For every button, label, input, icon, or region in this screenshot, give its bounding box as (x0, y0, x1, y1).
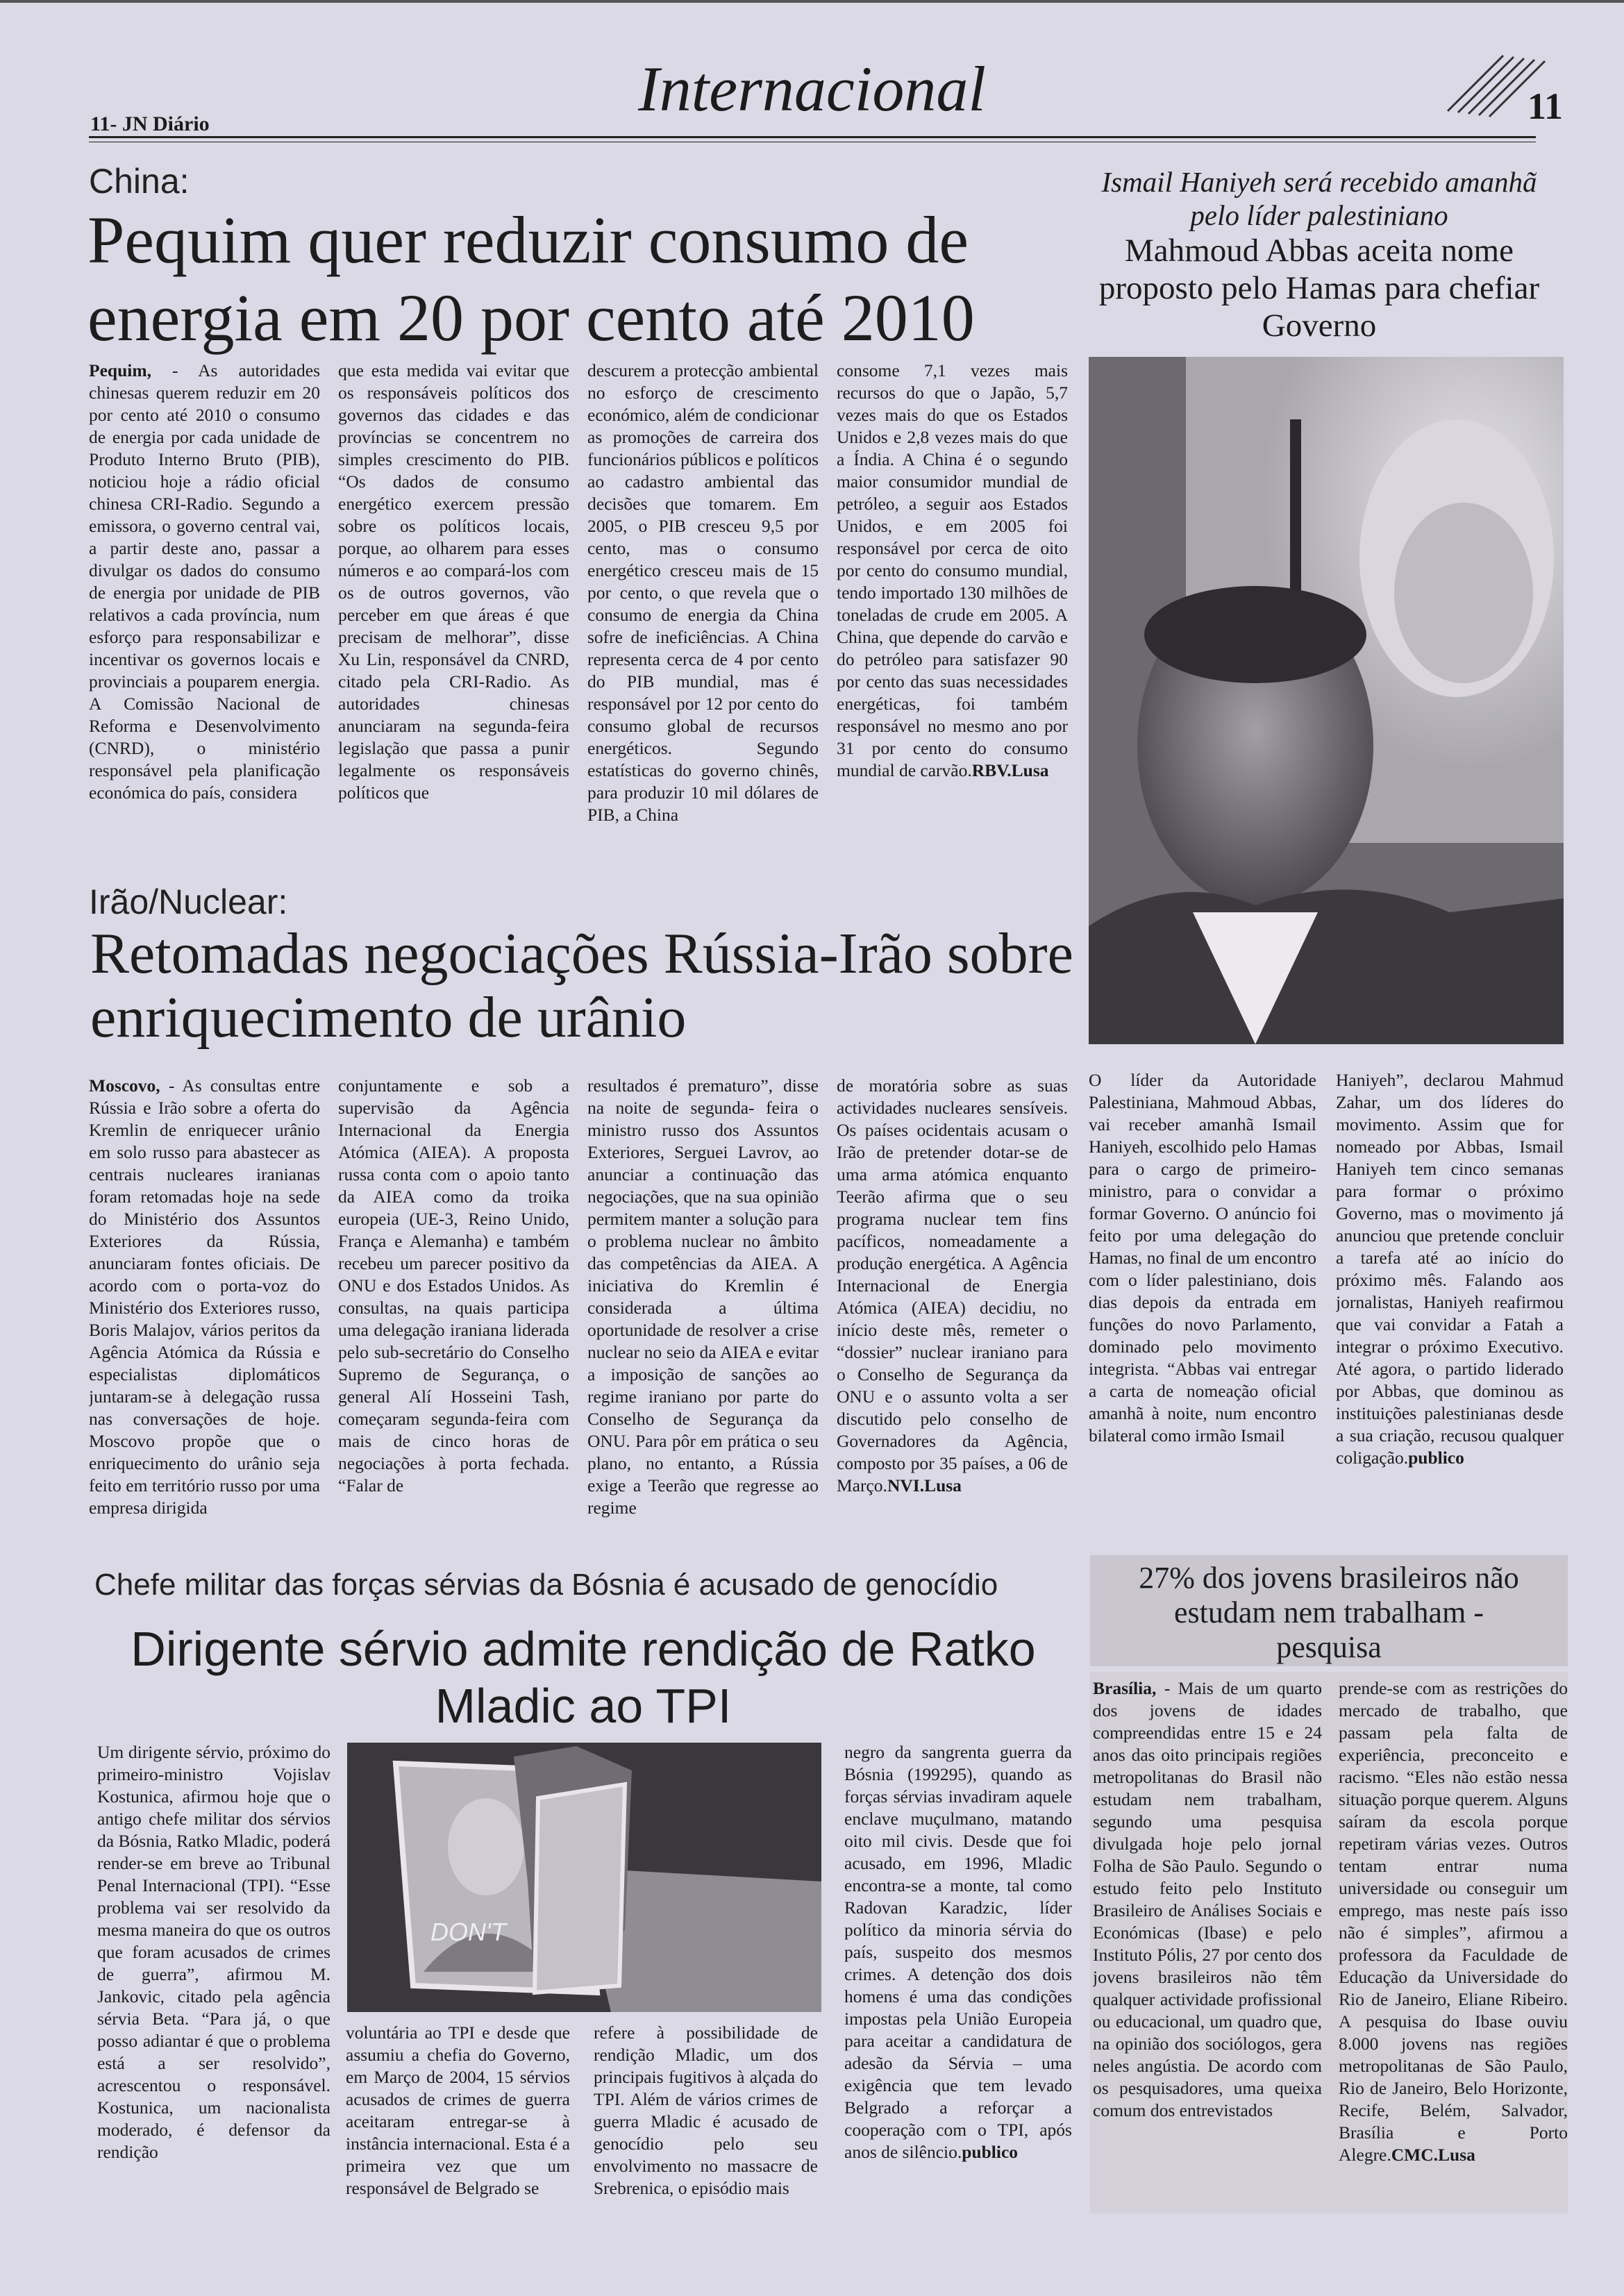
haniyeh-photo (1089, 357, 1564, 1044)
sidebar-column-1 (1089, 1069, 1316, 1555)
article3-text-4: negro da sangrenta guerra da Bósnia (199295), quando as forças sérvias invadiram aquele enclave muçulmano, matando oito mil civis. Desde que foi acusado, em 1996, Mladic encontra-se a monte, tal como Radovan Karadzic, líder político da minoria sérvia do país, suspeito dos mesmos crimes. A detenção dos dois homens é uma das condições impostas pela União Europeia para aceitar a candidatura de adesão da Sérvia – uma exigência que tem levado Belgrado a reforçar a cooperação com o TPI, após anos de silêncio. (844, 1742, 1072, 2162)
sidebar-kicker: Ismail Haniyeh será recebido amanhã pelo líder palestiniano (1101, 166, 1537, 231)
article2-dateline: Moscovo, (89, 1075, 169, 1096)
section-title: Internacional (638, 53, 986, 124)
article1-column-4 (837, 360, 1068, 873)
article3-column-1 (97, 1741, 330, 2220)
article1-text-2: que esta medida vai evitar que os responsáveis políticos dos governos das cidades e das províncias se concentrem no simples crescimento do PIB. “Os dados de consumo energético exercem pressão sobre os políticos locais, porque, ao olharem para esses números e ao compará-los com os de outros governos, vão perceber em que áreas é que precisam de melhorar”, disse Xu Lin, responsável da CNRD, citado pela CRI-Radio. As autoridades chinesas anunciaram na segunda-feira legislação que passa a punir legalmente os responsáveis políticos que (338, 360, 569, 803)
article3-signature: publico (962, 2142, 1019, 2162)
article3-right-column (844, 1741, 1072, 2220)
article4-body (1093, 1677, 1568, 2212)
sidebar-text-2: Haniyeh”, declarou Mahmud Zahar, um dos líderes do movimento. Assim que for nomeado por Abbas, Ismail Haniyeh tem cinco semanas para formar o próximo Governo, mas o movimento já anunciou que pretende concluir a tarefa até ao início do próximo mês. Falando aos jornalistas, Haniyeh reafirmou que vai convidar a Fatah a integrar o próximo Executivo. Até agora, o partido liderado por Abbas, que dominou as instituições palestinianas desde a sua criação, recusou qualquer coligação. (1336, 1070, 1564, 1468)
article1-body (89, 360, 1068, 873)
paper-name: 11- JN Diário (90, 112, 210, 135)
article2-column-4 (837, 1075, 1068, 1561)
mladic-photo (347, 1743, 821, 2012)
sidebar-headline: Mahmoud Abbas aceita nome proposto pelo Hamas para chefiar Governo (1098, 233, 1540, 344)
article3-left-column (97, 1741, 330, 2220)
article3-column-4 (844, 1741, 1072, 2220)
article3-column-3 (594, 2022, 818, 2223)
article4-text-2: prende-se com as restrições do mercado de trabalho, que passam pela falta de experiência, preconceito e racismo. “Eles não estão nessa situação porque querem. Alguns saíram da escola porque repetiram várias vezes. Outros tentam entrar numa universidade ou conseguir um emprego, mas neste país isso não é simples”, afirmou a professora da Faculdade de Educação da Universidade do Rio de Janeiro, Eliane Ribeiro. A pesquisa do Ibase ouviu 8.000 jovens nas regiões metropolitanas de São Paulo, Rio de Janeiro, Belo Horizonte, Recife, Belém, Salvador, Brasília e Porto Alegre. (1339, 1678, 1568, 2165)
article1-signature: RBV.Lusa (971, 760, 1049, 780)
haniyeh-photo-image (1089, 357, 1564, 1044)
article1-column-2 (338, 360, 569, 873)
sidebar-text-1: O líder da Autoridade Palestiniana, Mahmoud Abbas, vai receber amanhã Ismail Haniyeh, escolhido pelo Hamas para o cargo de primeiro-ministro, para o convidar a formar Governo. O anúncio foi feito por uma delegação do Hamas, no final de um encontro com o líder palestiniano, dois dias depois da entrada em funções do novo Parlamento, dominado pelo movimento integrista. “Abbas vai entregar a carta de nomeação oficial amanhã à noite, num encontro bilateral como irmão Ismail (1089, 1070, 1316, 1446)
article2-signature: NVI.Lusa (887, 1475, 962, 1495)
sidebar-body (1089, 1069, 1564, 1555)
article3-text-3: refere à possibilidade de rendição Mladic, um dos principais fugitivos à alçada do TPI. Além de vários crimes de guerra Mladic é acusado de genocídio pelo seu envolvimento no massacre de Srebrenica, o episódio mais (594, 2022, 818, 2198)
top-rule (0, 0, 1624, 3)
article3-column-2 (346, 2022, 570, 2223)
article4-signature: CMC.Lusa (1391, 2145, 1475, 2165)
article1-text-4: consome 7,1 vezes mais recursos do que o Japão, 5,7 vezes mais do que os Estados Unidos e 2,8 vezes mais do que a Índia. A China é o segundo maior consumidor mundial de petróleo, a seguir aos Estados Unidos, e em 2005 foi responsável por cerca de oito por cento do consumo mundial, tendo importado 130 milhões de toneladas de crude em 2005. A China, que depende do carvão e do petróleo para satisfazer 90 por cento das suas necessidades energéticas, foi também responsável no mesmo ano por 31 por cento do consumo mundial de carvão. (837, 360, 1068, 780)
header-rule (89, 136, 1536, 138)
article2-kicker: Irão/Nuclear: (89, 882, 288, 921)
article4-dateline: Brasília, (1093, 1678, 1164, 1698)
article1-text-3: descurem a protecção ambiental no esforço de crescimento económico, além de condicionar as promoções de carreira dos funcionários públicos e políticos ao cadastro ambiental das decisões que tomarem. Em 2005, o PIB cresceu 9,5 por cento, mas o consumo energético cresceu mais de 15 por cento, o que revela que o consumo de energia da China sofre de ineficiências. A China representa cerca de 4 por cento do PIB mundial, mas é responsável por 12 por cento do consumo global de recursos energéticos. Segundo estatísticas do governo chinês, para produzir 10 mil dólares de PIB, a China (587, 360, 819, 825)
photo-caption-text: DON'T (430, 1918, 506, 1946)
article3-text-1: Um dirigente sérvio, próximo do primeiro-ministro Vojislav Kostunica, afirmou hoje que o antigo chefe militar dos sérvios da Bósnia, Ratko Mladic, poderá render-se em breve ao Tribunal Penal Internacional (TPI). “Esse problema vai ser resolvido da mesma maneira do que os outros que foram acusados de crimes de guerra”, afirmou M. Jankovic, citado pela agência sérvia Beta. “Para já, o que posso adiantar é que o problema está a ser resolvido”, acrescentou o responsável. Kostunica, um nacionalista moderado, é defensor da rendição (97, 1742, 330, 2162)
article2-column-1 (89, 1075, 320, 1561)
article2-column-3 (587, 1075, 819, 1561)
brazil-headline-box (1090, 1555, 1568, 1666)
sidebar-signature: publico (1408, 1448, 1464, 1468)
page-number: 11 (1527, 85, 1564, 127)
article2-headline: Retomadas negociações Rússia-Irão sobre enriquecimento de urânio (90, 921, 1073, 1050)
article2-text-4: de moratória sobre as suas actividades nucleares sensíveis. Os países ocidentais acusam o Irão de pretender dotar-se de uma arma atómica enquanto Teerão afirma que o seu programa nuclear tem fins pacíficos, nomeadamente a produção energética. A Agência Internacional de Energia Atómica (AIEA) decidiu, no início deste mês, remeter o “dossier” nuclear iraniano para o Conselho de Segurança da ONU e o assunto volta a ser discutido pelo conselho de Governadores da Agência, composto por 35 países, a 06 de Março. (837, 1075, 1068, 1495)
article2-column-2 (338, 1075, 569, 1561)
sidebar-column-2 (1336, 1069, 1564, 1555)
article2-text-2: conjuntamente e sob a supervisão da Agência Internacional da Energia Atómica (AIEA). A proposta russa conta com o apoio tanto da AIEA como da troika europeia (UE-3, Reino Unido, França e Alemanha) e também recebeu um parecer positivo da ONU e dos Estados Unidos. As consultas, na quais participa uma delegação iraniana liderada pelo sub-secretário do Conselho Supremo de Segurança, o general Alí Hosseini Tash, começaram segunda-feira com mais de cinco horas de negociações à porta fechada. “Falar de (338, 1075, 569, 1495)
article4-text-1: - Mais de um quarto dos jovens de idades compreendidas entre 15 e 24 anos das oito principais regiões metropolitanas do Brasil não estudam nem trabalham, segundo uma pesquisa divulgada hoje pelo jornal Folha de São Paulo. Segundo o estudo feito pelo Instituto Brasileiro de Análises Sociais e Económicas (Ibase) e pelo Instituto Pólis, 27 por cento dos jovens brasileiros não têm qualquer actividade profissional ou educacional, um quadro que, na opinião dos sociólogos, gera neles angústia. De acordo com os pesquisadores, uma queixa comum dos entrevistados (1093, 1678, 1322, 2120)
article1-column-1 (89, 360, 320, 873)
article1-column-3 (587, 360, 819, 873)
article3-kicker: Chefe militar das forças sérvias da Bósnia é acusado de genocídio (94, 1568, 998, 1602)
article3-headline: Dirigente sérvio admite rendição de Ratko Mladic ao TPI (131, 1622, 1036, 1733)
article2-text-3: resultados é prematuro”, disse na noite de segunda- feira o ministro russo dos Assuntos Exteriores, Serguei Lavrov, ao anunciar a continuação das negociações, que na sua opinião permitem manter a solução para o problema nuclear no âmbito das competências da AIEA. A iniciativa do Kremlin é considerada a última oportunidade de resolver a crise nuclear no seio da AIEA e evitar a imposição de sanções ao regime iraniano por parte do Conselho de Segurança da ONU. Para pôr em prática o seu plano, no entanto, a Rússia exige a Teerão que regresse ao regime (587, 1075, 819, 1518)
mladic-photo-image (347, 1743, 821, 2012)
article4-column-1 (1093, 1677, 1322, 2212)
article1-text-1: - As autoridades chinesas querem reduzir em 20 por cento até 2010 o consumo de energia por cada unidade de Produto Interno Bruto (PIB), noticiou hoje a rádio oficial chinesa CRI-Radio. Segundo a emissora, o governo central vai, a partir deste ano, passar a divulgar os dados do consumo de energia por unidade de PIB relativos a cada província, num esforço para responsabilizar e incentivar os governos locais e provinciais a pouparem energia. A Comissão Nacional de Reforma e Desenvolvimento (CNRD), o ministério responsável pela planificação económica do país, considera (89, 360, 320, 803)
article2-text-1: - As consultas entre Rússia e Irão sobre a oferta do Kremlin de enriquecer urânio em solo russo para abastecer as centrais nucleares iranianas foram retomadas hoje na sede do Ministério dos Assuntos Exteriores da Rússia, anunciaram fontes oficiais. De acordo com o porta-voz do Ministério dos Exteriores russo, Boris Malajov, vários peritos da Agência Atómica da Rússia e especialistas diplomáticos juntaram-se à delegação russa nas conversações de hoje. Moscovo propõe que o enriquecimento do urânio seja feito em território russo por uma empresa dirigida (89, 1075, 320, 1518)
article3-mid-columns (346, 2022, 818, 2223)
article1-dateline: Pequim, (89, 360, 172, 380)
article3-text-2: voluntária ao TPI e desde que assumiu a chefia do Governo, em Março de 2004, 15 sérvios acusados de crimes de guerra aceitaram entregar-se à instância internacional. Esta é a primeira vez que um responsável de Belgrado se (346, 2022, 570, 2198)
article4-headline: 27% dos jovens brasileiros não estudam nem trabalham - pesquisa (1139, 1561, 1519, 1664)
article4-column-2 (1339, 1677, 1568, 2212)
article1-headline: Pequim quer reduzir consumo de energia em 20 por cento até 2010 (87, 203, 975, 355)
article2-body (89, 1075, 1068, 1561)
article1-kicker: China: (89, 162, 190, 201)
